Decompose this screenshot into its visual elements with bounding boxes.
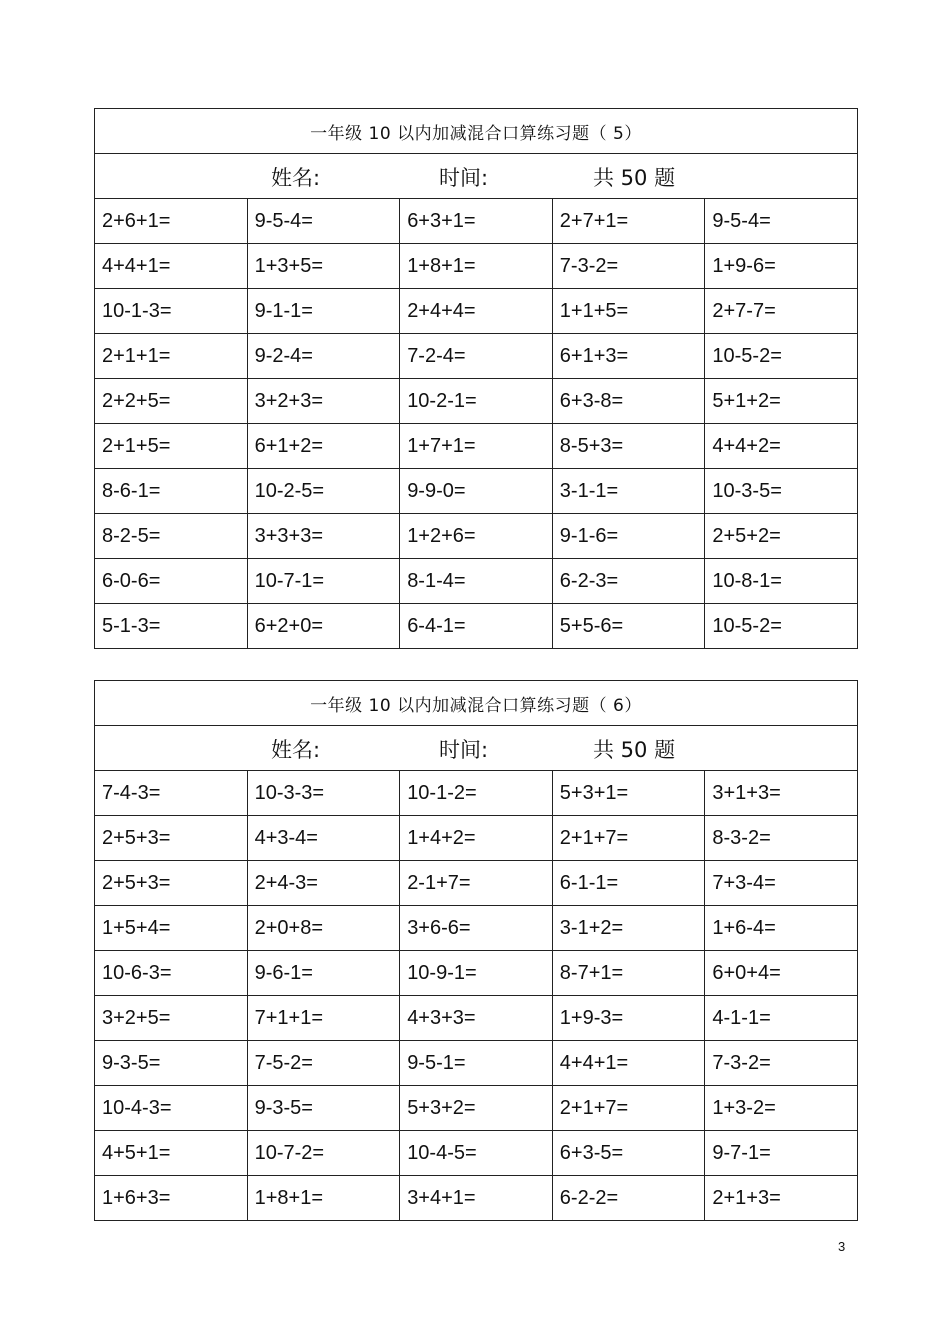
problem-cell: 5+5-6= — [552, 604, 705, 649]
problem-cell: 2+5+2= — [705, 514, 858, 559]
problem-cell: 3+3+3= — [247, 514, 400, 559]
problem-cell: 3-1+2= — [552, 906, 705, 951]
problem-cell: 6+3-5= — [552, 1131, 705, 1176]
problem-row — [95, 1086, 858, 1131]
problem-cell: 1+4+2= — [400, 816, 553, 861]
problem-cell: 3-1-1= — [552, 469, 705, 514]
problem-cell: 3+6-6= — [400, 906, 553, 951]
problem-cell: 9-9-0= — [400, 469, 553, 514]
problem-cell: 8-2-5= — [95, 514, 248, 559]
problem-cell: 1+6-4= — [705, 906, 858, 951]
problem-row — [95, 816, 858, 861]
problem-cell: 3+1+3= — [705, 771, 858, 816]
problem-cell: 5+3+1= — [552, 771, 705, 816]
name-label: 姓名: — [271, 166, 321, 190]
problem-cell: 9-6-1= — [247, 951, 400, 996]
problem-cell: 10-3-5= — [705, 469, 858, 514]
problem-cell: 6+3+1= — [400, 199, 553, 244]
problem-cell: 6-2-2= — [552, 1176, 705, 1221]
problem-cell: 9-7-1= — [705, 1131, 858, 1176]
problem-cell: 7-4-3= — [95, 771, 248, 816]
problem-cell: 5+3+2= — [400, 1086, 553, 1131]
problem-cell: 2+5+3= — [95, 816, 248, 861]
problem-row — [95, 514, 858, 559]
problem-cell: 4+4+1= — [95, 244, 248, 289]
problem-row — [95, 244, 858, 289]
problem-cell: 2-1+7= — [400, 861, 553, 906]
problem-cell: 6-1-1= — [552, 861, 705, 906]
problem-cell: 8-6-1= — [95, 469, 248, 514]
problem-cell: 9-1-1= — [247, 289, 400, 334]
problem-row — [95, 289, 858, 334]
problem-cell: 6-0-6= — [95, 559, 248, 604]
problem-cell: 1+5+4= — [95, 906, 248, 951]
problem-row — [95, 199, 858, 244]
problem-cell: 10-8-1= — [705, 559, 858, 604]
problem-cell: 1+7+1= — [400, 424, 553, 469]
problem-cell: 2+2+5= — [95, 379, 248, 424]
time-label: 时间: — [439, 738, 489, 762]
problem-row — [95, 771, 858, 816]
worksheet-title: 一年级 10 以内加减混合口算练习题（ 6） — [95, 681, 858, 726]
problem-cell: 10-6-3= — [95, 951, 248, 996]
problem-cell: 7-3-2= — [552, 244, 705, 289]
problem-cell: 1+9-6= — [705, 244, 858, 289]
problem-grid — [95, 199, 858, 649]
total-label: 共 50 题 — [593, 166, 676, 190]
problem-cell: 1+8+1= — [247, 1176, 400, 1221]
problem-cell: 9-5-4= — [247, 199, 400, 244]
problem-cell: 5+1+2= — [705, 379, 858, 424]
problem-row — [95, 424, 858, 469]
problem-cell: 2+7-7= — [705, 289, 858, 334]
problem-cell: 2+4+4= — [400, 289, 553, 334]
problem-row — [95, 906, 858, 951]
problem-cell: 6+1+3= — [552, 334, 705, 379]
worksheet-5 — [94, 108, 858, 649]
problem-cell: 2+6+1= — [95, 199, 248, 244]
problem-cell: 4+5+1= — [95, 1131, 248, 1176]
problem-cell: 9-5-4= — [705, 199, 858, 244]
problem-cell: 7+1+1= — [247, 996, 400, 1041]
worksheet-info-row — [95, 154, 858, 199]
problem-cell: 2+1+5= — [95, 424, 248, 469]
problem-row — [95, 996, 858, 1041]
worksheet-6 — [94, 680, 858, 1221]
problem-cell: 2+1+3= — [705, 1176, 858, 1221]
problem-cell: 1+6+3= — [95, 1176, 248, 1221]
problem-cell: 5-1-3= — [95, 604, 248, 649]
problem-cell: 3+4+1= — [400, 1176, 553, 1221]
problem-cell: 3+2+3= — [247, 379, 400, 424]
problem-cell: 10-1-2= — [400, 771, 553, 816]
problem-cell: 4+4+1= — [552, 1041, 705, 1086]
problem-cell: 7-3-2= — [705, 1041, 858, 1086]
problem-cell: 7-2-4= — [400, 334, 553, 379]
problem-cell: 9-3-5= — [95, 1041, 248, 1086]
problem-row — [95, 379, 858, 424]
problem-row — [95, 1041, 858, 1086]
problem-cell: 2+1+7= — [552, 1086, 705, 1131]
problem-cell: 7+3-4= — [705, 861, 858, 906]
problem-cell: 10-5-2= — [705, 334, 858, 379]
problem-cell: 2+7+1= — [552, 199, 705, 244]
problem-row — [95, 861, 858, 906]
problem-cell: 10-4-3= — [95, 1086, 248, 1131]
problem-cell: 4+3-4= — [247, 816, 400, 861]
problem-cell: 8-7+1= — [552, 951, 705, 996]
problem-cell: 2+5+3= — [95, 861, 248, 906]
problem-row — [95, 1176, 858, 1221]
problem-cell: 10-2-5= — [247, 469, 400, 514]
problem-cell: 8-3-2= — [705, 816, 858, 861]
total-label: 共 50 题 — [593, 738, 676, 762]
problem-row — [95, 1131, 858, 1176]
problem-cell: 10-4-5= — [400, 1131, 553, 1176]
worksheet-info-row — [95, 726, 858, 771]
problem-cell: 1+3+5= — [247, 244, 400, 289]
problem-cell: 6+0+4= — [705, 951, 858, 996]
problem-cell: 9-2-4= — [247, 334, 400, 379]
problem-cell: 4+3+3= — [400, 996, 553, 1041]
problem-cell: 6+1+2= — [247, 424, 400, 469]
problem-cell: 1+8+1= — [400, 244, 553, 289]
problem-cell: 10-7-1= — [247, 559, 400, 604]
worksheet-title: 一年级 10 以内加减混合口算练习题（ 5） — [95, 109, 858, 154]
problem-cell: 10-7-2= — [247, 1131, 400, 1176]
problem-cell: 1+1+5= — [552, 289, 705, 334]
problem-cell: 6+2+0= — [247, 604, 400, 649]
problem-cell: 1+3-2= — [705, 1086, 858, 1131]
problem-cell: 1+9-3= — [552, 996, 705, 1041]
page-number: 3 — [838, 1239, 846, 1254]
name-label: 姓名: — [271, 738, 321, 762]
problem-cell: 9-5-1= — [400, 1041, 553, 1086]
problem-grid — [95, 771, 858, 1221]
problem-cell: 2+0+8= — [247, 906, 400, 951]
problem-cell: 10-9-1= — [400, 951, 553, 996]
problem-cell: 4+4+2= — [705, 424, 858, 469]
problem-cell: 2+1+1= — [95, 334, 248, 379]
problem-cell: 1+2+6= — [400, 514, 553, 559]
problem-cell: 6-4-1= — [400, 604, 553, 649]
problem-cell: 3+2+5= — [95, 996, 248, 1041]
problem-row — [95, 469, 858, 514]
problem-cell: 10-1-3= — [95, 289, 248, 334]
problem-cell: 9-1-6= — [552, 514, 705, 559]
problem-cell: 8-5+3= — [552, 424, 705, 469]
problem-cell: 6+3-8= — [552, 379, 705, 424]
problem-row — [95, 604, 858, 649]
problem-row — [95, 334, 858, 379]
problem-cell: 10-5-2= — [705, 604, 858, 649]
problem-cell: 4-1-1= — [705, 996, 858, 1041]
problem-cell: 7-5-2= — [247, 1041, 400, 1086]
problem-row — [95, 559, 858, 604]
problem-cell: 10-3-3= — [247, 771, 400, 816]
problem-cell: 9-3-5= — [247, 1086, 400, 1131]
problem-cell: 2+4-3= — [247, 861, 400, 906]
time-label: 时间: — [439, 166, 489, 190]
problem-row — [95, 951, 858, 996]
problem-cell: 2+1+7= — [552, 816, 705, 861]
problem-cell: 8-1-4= — [400, 559, 553, 604]
problem-cell: 6-2-3= — [552, 559, 705, 604]
problem-cell: 10-2-1= — [400, 379, 553, 424]
